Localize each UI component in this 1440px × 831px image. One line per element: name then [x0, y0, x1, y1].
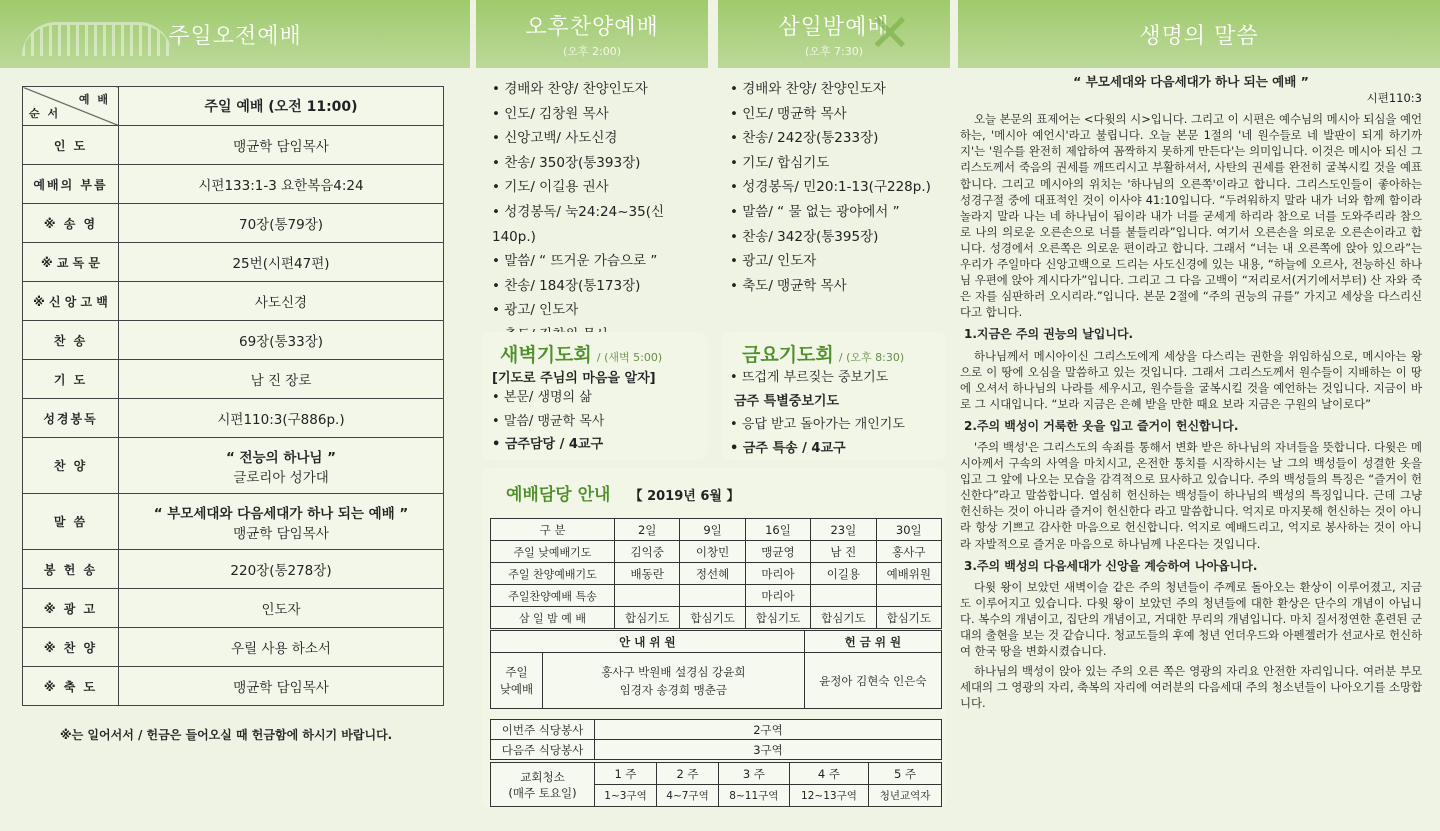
duty-cell	[680, 585, 745, 607]
duty-cell: 삼 일 밤 예 배	[491, 607, 615, 629]
order-value: 남 진 장로	[119, 360, 444, 399]
duty-cell: 이길용	[811, 563, 876, 585]
wednesday-header	[718, 0, 950, 68]
order-row	[23, 282, 444, 321]
order-row	[23, 204, 444, 243]
duty-cell: 합심기도	[745, 607, 810, 629]
duty-cell: 합심기도	[876, 607, 941, 629]
duty-cell: 맹균영	[745, 541, 810, 563]
order-label: ※ 신 앙 고 백	[23, 282, 119, 321]
list-item: • 금주 특송 / 4교구	[730, 437, 905, 461]
cleaning-week: 2 주	[657, 763, 719, 785]
order-label: ※ 광 고	[23, 589, 119, 628]
order-label: 찬 양	[23, 438, 119, 494]
duty-cell: 정선혜	[680, 563, 745, 585]
friday-time: / (오후 8:30)	[838, 351, 905, 364]
order-label: 기 도	[23, 360, 119, 399]
order-row	[23, 494, 444, 550]
order-value: 시편110:3(구886p.)	[119, 399, 444, 438]
order-row	[23, 321, 444, 360]
duty-title: 예배담당 안내	[506, 485, 611, 505]
duty-head-cell: 구 분	[491, 519, 615, 541]
order-value	[119, 494, 444, 550]
cleaning-area: 청년교역자	[869, 785, 942, 807]
order-row	[23, 589, 444, 628]
order-header-row	[23, 87, 444, 126]
duty-cell: 합심기도	[680, 607, 745, 629]
list-item: • 말씀/ 맹균학 목사	[492, 410, 604, 434]
morning-title: 주일오전예배	[168, 23, 302, 49]
cleaning-week: 4 주	[789, 763, 868, 785]
list-item: • 기도/ 이길용 권사	[492, 175, 707, 200]
order-label: 말 씀	[23, 494, 119, 550]
sermon-point-1: 1.지금은 주의 권능의 날입니다.	[964, 327, 1134, 342]
duty-head-cell: 2일	[615, 519, 680, 541]
dawn-theme: [기도로 주님의 마음을 알자]	[492, 371, 656, 386]
sermon-point-2: 2.주의 백성이 거룩한 옷을 입고 즐거이 헌신합니다.	[964, 418, 1239, 433]
offering-names: 윤정아 김현숙 인은숙	[804, 653, 941, 709]
sermon-reference: 시편110:3	[1366, 91, 1422, 106]
wednesday-time: (오후 7:30)	[804, 44, 864, 58]
meal-table	[490, 719, 942, 760]
order-label: 봉 헌 송	[23, 550, 119, 589]
order-label: 예배의 부름	[23, 165, 119, 204]
duty-cell	[811, 585, 876, 607]
cleaning-label-1: 교회청소	[520, 769, 565, 784]
duty-row	[491, 607, 942, 629]
order-row	[23, 628, 444, 667]
list-item: • 뜨겁게 부르짖는 중보기도	[730, 366, 905, 390]
duty-cell: 주일 낮예배기도	[491, 541, 615, 563]
guide-names-2: 임경자 송경희 맹춘금	[619, 682, 727, 697]
committee-label: 주일 낮예배	[491, 653, 543, 709]
list-item: • 본문/ 생명의 삶	[492, 386, 604, 410]
sermon-paragraph-4: 다윗 왕이 보았던 새벽이슬 같은 주의 청년들이 주께로 돌아오는 환상이 이루어졌고, 지금도 이루어지고 있습니다. 다윗 왕이 보았던 주의 청년들에 대한 환상은 단수의 개념이 아닙니다. 복수의 개념이고, 집단의 개념이고, 거대한 무리의 개념입니다. 마치 질서정연한 훈련된 군대의 출현을 보는 것 같습니다. 청교도들의 후예 청년 언더우드와 아펜젤러가 선교사로 헌신하여 한국 땅을 변화시켰습니다.	[960, 579, 1422, 659]
order-label: 찬 송	[23, 321, 119, 360]
order-value: 70장(통79장)	[119, 204, 444, 243]
duty-box	[482, 468, 946, 808]
list-item: • 경배와 찬양/ 찬양인도자	[492, 77, 707, 102]
list-item: 금주 특별중보기도	[734, 393, 839, 409]
duty-cell	[615, 585, 680, 607]
order-label: ※ 송 영	[23, 204, 119, 243]
corner-top: 예 배	[78, 93, 110, 106]
order-value: 220장(통278장)	[119, 550, 444, 589]
order-value	[119, 438, 444, 494]
meal-label: 다음주 식당봉사	[491, 740, 595, 760]
afternoon-header	[476, 0, 708, 68]
sermon-paragraph-5: 하나님의 백성이 앉아 있는 주의 오른 쪽은 영광의 자리요 안전한 자리입니다. 여러분 부모세대의 그 영광의 자리, 축복의 자리에 여러분의 다음세대 주의 청소년들이 나아오기를 소망합니다.	[960, 664, 1422, 711]
dawn-title: 새벽기도회	[500, 344, 592, 366]
cleaning-label-2: (매주 토요일)	[508, 785, 577, 800]
duty-row	[491, 541, 942, 563]
list-item: • 인도/ 맹균학 목사	[730, 102, 945, 127]
offering-committee-head: 헌 금 위 원	[804, 631, 941, 653]
sermon-paragraph-2: 하나님께서 메시아이신 그리스도에게 세상을 다스리는 권한을 위임하심으로, 메시아는 왕으로 이 땅에 오심을 말씀하고 있는 것입니다. 그래서 그리스도께서 원수들이 지배하는 이 땅에 오셔서 하나님의 나라를 세우시고, 원수들을 굴복시킬 것을 예언하는 것입니다. 지금이 바로 그 시대입니다. “보라 지금은 은혜 받을 만한 때요 보라 지금은 구원의 날이로다”	[960, 348, 1422, 411]
meal-value: 2구역	[595, 720, 942, 740]
worship-order-table	[22, 86, 444, 706]
list-item: • 찬송/ 242장(통233장)	[730, 126, 945, 151]
cleaning-area: 12~13구역	[789, 785, 868, 807]
sermon-title: “ 부모세대와 다음세대가 하나 되는 예배 ”	[1073, 74, 1309, 89]
guide-names-1: 홍사구 박원배 설경심 강윤희	[601, 664, 746, 679]
list-item: • 신앙고백/ 사도신경	[492, 126, 707, 151]
sermon-article	[960, 74, 1422, 715]
meal-value: 3구역	[595, 740, 942, 760]
list-item: • 찬송/ 342장(통395장)	[730, 225, 945, 250]
order-value: 69장(통33장)	[119, 321, 444, 360]
list-item: • 경배와 찬양/ 찬양인도자	[730, 77, 945, 102]
list-item: • 성경봉독/ 눅24:24~35(신140p.)	[492, 200, 707, 249]
duty-cell: 합심기도	[615, 607, 680, 629]
duty-head-cell: 16일	[745, 519, 810, 541]
list-item: • 말씀/ “ 물 없는 광야에서 ”	[730, 200, 945, 225]
meal-label: 이번주 식당봉사	[491, 720, 595, 740]
order-value-main: “ 전능의 하나님 ”	[225, 449, 337, 466]
afternoon-list	[492, 77, 707, 348]
sermon-paragraph-1: 오늘 본문의 표제어는 <다윗의 시>입니다. 그리고 이 시편은 예수님의 메시아 되심을 예언하는, '메시아 예언시'라고 불립니다. 오늘 본문 1절의 '네 원수들로 네 발판이 되게 하기까지'는 '원수를 완전히 제압하여 꼼짝하지 못하게 만든다'는 의미입니다. 이것은 메시아 되신 그리스도께서 죽음의 권세를 깨뜨리시고 부활하셔서, 사탄의 권세를 완전히 굴복시킬 것을 예표합니다. 그리고 메시아의 위치는 '하나님의 오른쪽'이라고 합니다. 그리스도인들이 좋아하는 성경구절 중에 대표적인 것이 이사야 41:10입니다. “두려워하지 말라 내가 너와 함께 함이라 놀라지 말라 나는 네 하나님이 됨이라 내가 너를 굳세게 하리라 참으로 너를 도와주리라 참으로 나의 의로운 오른손으로 너를 붙들리라”입니다. 여기서 오른손을 의로운 오른손이라고 합니다. 성경에서 오른쪽은 의로운 편이라고 합니다. 그래서 “너는 내 오른쪽에 앉아 있으라”는 우리가 주일마다 신앙고백으로 드리는 사도신경에 있는 내용, “하늘에 오르사, 전능하신 하나님 우편에 앉아 계시다가”입니다. 그리고 그 다음 고백이 “저리로서(거기에서부터) 산 자와 죽은 자를 심판하러 오시리라.”입니다. 본문 2절에 “주의 권능의 규를” 가지고 세상을 다스리신다고 합니다.	[960, 112, 1422, 320]
cross-icon: ✕	[868, 4, 912, 64]
order-value: 25번(시편47편)	[119, 243, 444, 282]
list-item: • 말씀/ “ 뜨거운 가슴으로 ”	[492, 249, 707, 274]
duty-row	[491, 563, 942, 585]
sermon-paragraph-3: '주의 백성'은 그리스도의 속죄를 통해서 변화 받은 하나님의 자녀들을 뜻합니다. 다윗은 메시아께서 구속의 사역을 마치시고, 온전한 통치를 시작하시는 날 그의 백성들이 성결한 옷을 입고 그 앞에 나오는 모습을 감격적으로 묘사하고 있습니다. 주의 백성들의 특징은 “즐거이 헌신한다”라고 말씀합니다. 열심히 헌신하는 백성들이 하나님의 백성의 특징입니다. 근데 그냥 헌신하는 것이 아니라 즐거이 헌신한다 라고 말씀합니다. 억지로 마지못해 헌신하는 것이 아니라 항상 기쁘고 감사한 마음으로 헌신합니다. 억지로 예배드리고, 억지로 봉사하는 것이 아니라 자발적으로 즐거운 마음으로 하나님께 나온다는 것입니다.	[960, 439, 1422, 551]
list-item: • 광고/ 인도자	[730, 249, 945, 274]
duty-month: 【 2019년 6월 】	[629, 489, 740, 504]
duty-cell: 마리아	[745, 563, 810, 585]
duty-cell: 주일 찬양예배기도	[491, 563, 615, 585]
list-item: • 찬송/ 184장(통173장)	[492, 274, 707, 299]
order-row	[23, 399, 444, 438]
word-header-title: 생명의 말씀	[1139, 23, 1259, 49]
order-label: ※ 축 도	[23, 667, 119, 706]
guide-committee-head: 안 내 위 원	[491, 631, 805, 653]
duty-cell: 예배위원	[876, 563, 941, 585]
order-value-sub: 맹균학 담임목사	[233, 525, 329, 542]
order-row	[23, 438, 444, 494]
order-value: 맹균학 담임목사	[119, 126, 444, 165]
friday-title: 금요기도회	[742, 344, 834, 366]
order-footnote: ※는 일어서서 / 헌금은 들어오실 때 헌금함에 하시기 바랍니다.	[60, 728, 393, 742]
cleaning-label	[491, 763, 595, 807]
duty-cell: 마리아	[745, 585, 810, 607]
order-row	[23, 126, 444, 165]
duty-cell	[876, 585, 941, 607]
duty-cell: 김익중	[615, 541, 680, 563]
duty-table	[490, 518, 942, 629]
list-item: • 금주담당 / 4교구	[492, 433, 604, 457]
duty-cell: 주일찬양예배 특송	[491, 585, 615, 607]
afternoon-time: (오후 2:00)	[562, 44, 622, 58]
order-corner-cell	[23, 87, 119, 126]
order-label: 성경봉독	[23, 399, 119, 438]
service-title: 주일 예배 (오전 11:00)	[119, 87, 444, 126]
duty-cell: 이창민	[680, 541, 745, 563]
guide-names	[543, 653, 805, 709]
dawn-prayer-box	[482, 332, 708, 460]
duty-cell: 합심기도	[811, 607, 876, 629]
list-item: • 응답 받고 돌아가는 개인기도	[730, 413, 905, 437]
order-value: 인도자	[119, 589, 444, 628]
order-row	[23, 667, 444, 706]
duty-row	[491, 585, 942, 607]
duty-head-row	[491, 519, 942, 541]
cleaning-area: 8~11구역	[719, 785, 790, 807]
list-item: • 광고/ 인도자	[492, 298, 707, 323]
dawn-list	[492, 386, 604, 457]
cleaning-table	[490, 762, 942, 807]
friday-prayer-box	[722, 332, 946, 460]
afternoon-title: 오후찬양예배	[525, 14, 659, 40]
order-label: ※ 찬 양	[23, 628, 119, 667]
order-value-sub: 글로리아 성가대	[233, 469, 329, 486]
corner-bottom: 순 서	[29, 107, 61, 120]
committee-table	[490, 630, 942, 709]
cleaning-area: 4~7구역	[657, 785, 719, 807]
order-label: ※ 교 독 문	[23, 243, 119, 282]
duty-head-cell: 23일	[811, 519, 876, 541]
list-item: • 인도/ 김창원 목사	[492, 102, 707, 127]
order-label: 인 도	[23, 126, 119, 165]
wednesday-title: 삼일밤예배	[778, 14, 890, 40]
duty-cell: 남 진	[811, 541, 876, 563]
cleaning-week: 5 주	[869, 763, 942, 785]
order-value: 맹균학 담임목사	[119, 667, 444, 706]
church-icon	[22, 22, 172, 56]
list-item: • 성경봉독/ 민20:1-13(구228p.)	[730, 175, 945, 200]
word-header	[958, 0, 1440, 68]
list-item: • 찬송/ 350장(통393장)	[492, 151, 707, 176]
dawn-time: / (새벽 5:00)	[596, 351, 663, 364]
order-row	[23, 360, 444, 399]
duty-cell: 홍사구	[876, 541, 941, 563]
duty-cell: 배동란	[615, 563, 680, 585]
order-row	[23, 165, 444, 204]
friday-list	[730, 366, 905, 460]
order-row	[23, 550, 444, 589]
duty-head-cell: 9일	[680, 519, 745, 541]
cleaning-area: 1~3구역	[595, 785, 657, 807]
list-item: • 기도/ 합심기도	[730, 151, 945, 176]
list-item: • 축도/ 맹균학 목사	[730, 274, 945, 299]
cleaning-week: 1 주	[595, 763, 657, 785]
cleaning-week: 3 주	[719, 763, 790, 785]
order-value-main: “ 부모세대와 다음세대가 하나 되는 예배 ”	[153, 505, 409, 522]
meal-row	[491, 720, 942, 740]
wednesday-list	[730, 77, 945, 298]
order-value: 우릴 사용 하소서	[119, 628, 444, 667]
order-row	[23, 243, 444, 282]
order-value: 시편133:1-3 요한복음4:24	[119, 165, 444, 204]
duty-head-cell: 30일	[876, 519, 941, 541]
sermon-point-3: 3.주의 백성의 다음세대가 신앙을 계승하여 나아옵니다.	[964, 558, 1258, 573]
order-value: 사도신경	[119, 282, 444, 321]
meal-row	[491, 740, 942, 760]
